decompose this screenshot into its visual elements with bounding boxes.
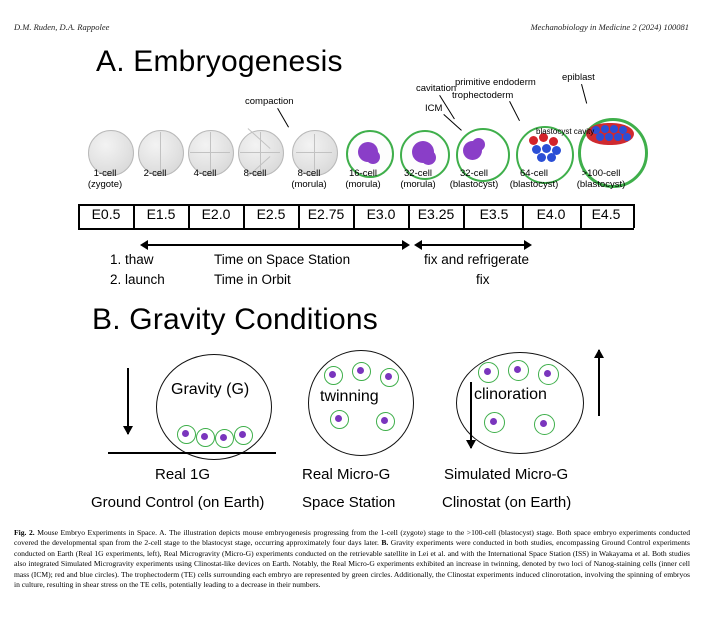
stage-label-line1: 8-cell	[297, 168, 321, 179]
phase-fix: fix	[476, 272, 490, 287]
annotation-icm: ICM	[425, 103, 443, 114]
ground-line	[108, 452, 276, 454]
mini-embryo-icm	[484, 368, 491, 375]
timepoint-label: E4.0	[536, 206, 566, 222]
timepoint-label: E4.5	[591, 206, 621, 222]
stage-label-line1: >100-cell	[581, 168, 621, 179]
phase-launch: 2. launch	[110, 272, 165, 287]
mini-embryo-icm	[385, 373, 392, 380]
phase-arrow-station	[140, 240, 410, 250]
phase-time-on-station: Time on Space Station	[214, 252, 351, 267]
stage-label-line2: (morula)	[345, 179, 381, 190]
stage-label-line1: 4-cell	[193, 168, 217, 179]
place-label-clinostat: Clinostat (on Earth)	[442, 494, 572, 511]
stage-label-line1: 1-cell	[93, 168, 117, 179]
condition-label-simulated-microg: Simulated Micro-G	[444, 466, 569, 483]
stage-label	[498, 168, 570, 190]
figure-caption	[14, 528, 690, 590]
mini-embryo-icm	[182, 430, 189, 437]
gravity-inside-label-microg: twinning	[320, 388, 379, 405]
clinostat-rotation-arrow-up	[594, 350, 604, 416]
figure-caption-label-b: B.	[381, 538, 389, 548]
place-label-ground-control: Ground Control (on Earth)	[91, 494, 265, 511]
mini-embryo-icm	[381, 417, 388, 424]
stage-label-line2: (blastocyst)	[449, 179, 499, 190]
panel-a-title: A. Embryogenesis	[96, 45, 343, 78]
mini-embryo-icm	[201, 433, 208, 440]
stage-label-line2: (blastocyst)	[576, 179, 626, 190]
mini-embryo-icm	[357, 367, 364, 374]
timepoint-label: E3.0	[366, 206, 396, 222]
stage-label-line2: (morula)	[400, 179, 436, 190]
stage-label-line2: (zygote)	[87, 179, 123, 190]
mini-embryo-icm	[540, 420, 547, 427]
annotation-compaction: compaction	[245, 96, 294, 107]
annotation-primitive-endoderm: primitive endoderm	[455, 77, 536, 88]
annotation-trophectoderm: trophectoderm	[452, 90, 514, 101]
timepoint-label: E0.5	[91, 206, 121, 222]
annotation-cavitation: cavitation	[416, 83, 457, 94]
mini-embryo-icm	[544, 370, 551, 377]
running-head-journal: Mechanobiology in Medicine 2 (2024) 100081	[530, 22, 689, 32]
timepoint-label: E3.25	[417, 206, 455, 222]
timepoint-label: E3.5	[479, 206, 509, 222]
annotation-epiblast: epiblast	[562, 72, 595, 83]
timepoint-label: E2.5	[256, 206, 286, 222]
timepoint-label: E2.75	[307, 206, 345, 222]
figure-caption-text-b: Gravity experiments were conducted in both studies, encompassing Ground Control experiments conducted on Earth (Real 1G experiments, left), Real Microgravity (Micro-G) experiments conducted on the retrievable satellite in Lei et al. and with the International Space Station (ISS) in Wakayama et al. Both studies also integrated Simulated Microgravity experiments using Clinostat-like devices on Earth. Notably, the Real Micro-G experiments exhibited an increase in twinning, denoted by two loci of Nanog-staining cells (inner cell mass (ICM); red and blue circles). The trophectoderm (TE) cells surrounding each embryo are represented by green circles. Additionally, the Clinostat experiments induced clinorotation, involving the spinning of embryos in culture, resulting in shear stress on the TE cells, potentially leading to a decrease in their numbers.	[14, 538, 691, 590]
mini-embryo-icm	[490, 418, 497, 425]
timepoint-label: E1.5	[146, 206, 176, 222]
running-head-authors: D.M. Ruden, D.A. Rappolee	[14, 22, 110, 32]
stage-label-line2: (morula)	[291, 179, 327, 190]
mini-embryo-icm	[239, 431, 246, 438]
stage-label-line1: 64-cell	[520, 168, 548, 179]
leader-epiblast	[581, 84, 587, 104]
gravity-inside-label-1g: Gravity (G)	[171, 381, 250, 398]
phase-arrow-fix	[414, 240, 532, 250]
phase-thaw: 1. thaw	[110, 252, 154, 267]
panel-b-title: B. Gravity Conditions	[92, 303, 378, 336]
stage-label-line1: 8-cell	[243, 168, 267, 179]
mini-embryo-icm	[335, 415, 342, 422]
annotation-blastocyst-cavity: blastocyst cavity	[536, 127, 595, 136]
stage-label-line1: 32-cell	[404, 168, 432, 179]
figure-caption-label: Fig. 2.	[14, 528, 35, 537]
stage-label-row	[70, 168, 650, 202]
mini-embryo-icm	[220, 434, 227, 441]
stage-label	[562, 168, 640, 190]
phase-time-in-orbit: Time in Orbit	[214, 272, 291, 287]
stage-label-line1: 2-cell	[143, 168, 167, 179]
stage-label-line1: 32-cell	[460, 168, 488, 179]
stage-label-line2: (blastocyst)	[509, 179, 559, 190]
timepoint-label: E2.0	[201, 206, 231, 222]
clinostat-rotation-arrow-down	[466, 382, 476, 448]
gravity-vector-arrow	[123, 368, 133, 434]
place-label-space-station: Space Station	[302, 494, 396, 511]
gravity-circle-1g	[156, 354, 272, 460]
figure-caption-text: Mouse Embryo Experiments in Space. A. The illustration depicts mouse embryogenesis progressing from the 1-cell (zygote) stage to the >100-cell (blastocyst) stage. Both space embryo experiments conducted covered the developmental span from the 2-cell stage to the blastocyst stage, occurring approximately four days later.	[14, 528, 690, 548]
mini-embryo-icm	[329, 371, 336, 378]
mini-embryo-icm	[514, 366, 521, 373]
timeline-axis-bottom	[78, 228, 634, 230]
gravity-inside-label-clinostat: clinoration	[474, 386, 547, 403]
condition-label-1g: Real 1G	[155, 466, 211, 483]
stage-label-line1: 16-cell	[349, 168, 377, 179]
condition-label-microg: Real Micro-G	[302, 466, 391, 483]
phase-fix-refrigerate: fix and refrigerate	[424, 252, 530, 267]
